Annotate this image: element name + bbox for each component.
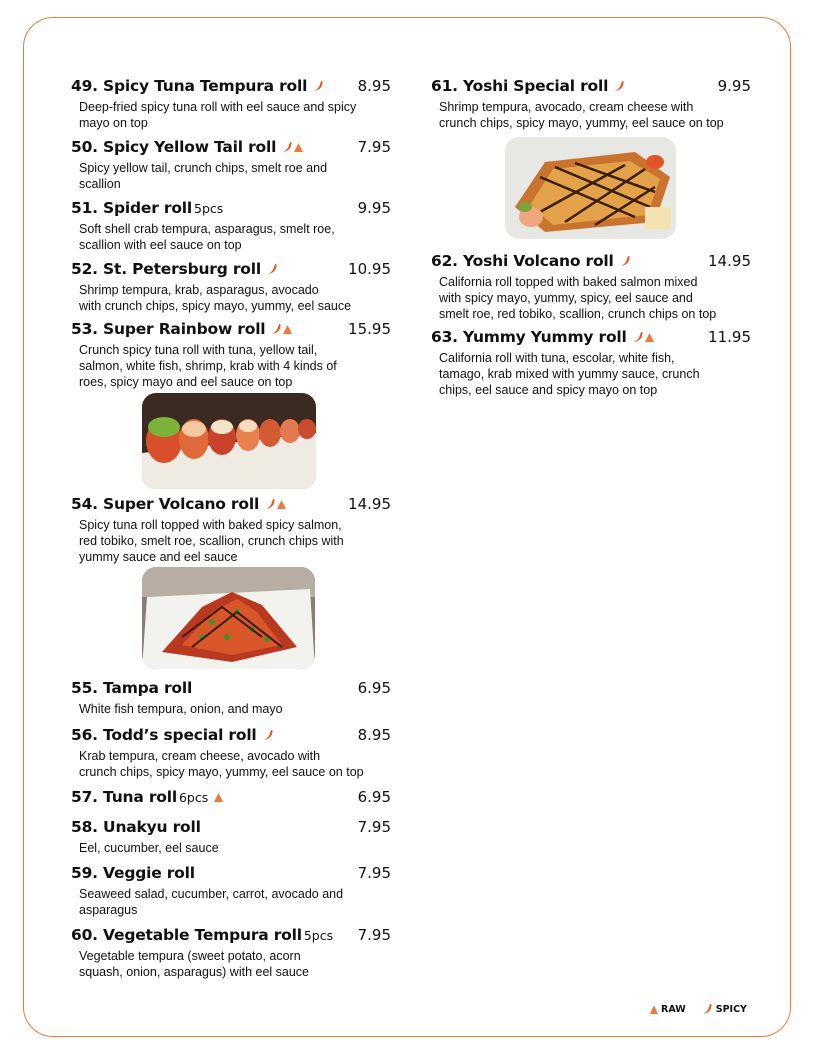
menu-item-description: Spicy tuna roll topped with baked spicy salmon, red tobiko, smelt roe, scallion, crunch chips with yummy sauce and eel sauce [79,518,344,564]
menu-item-name: 55. Tampa roll [71,679,193,697]
menu-item [431,252,751,322]
menu-item-price: 6.95 [357,788,391,806]
menu-item-tags [214,793,223,802]
menu-item-piece-count: 5pcs [303,928,334,943]
legend-raw-label: RAW [661,1004,686,1015]
menu-item-tags [282,142,303,153]
menu-item-tags [313,81,324,92]
menu-item-header [71,260,391,280]
chili-pepper-icon [702,1004,713,1015]
menu-item-name: 62. Yoshi Volcano roll [431,252,614,270]
menu-item-header [71,864,391,884]
menu-item-tags [620,256,631,267]
menu-item-name: 49. Spicy Tuna Tempura roll [71,77,308,95]
legend-raw [650,1004,686,1015]
menu-item-name: 56. Todd’s special roll [71,726,257,744]
menu-item-description: Shrimp tempura, krab, asparagus, avocado with crunch chips, spicy mayo, yummy, eel sauce [79,283,352,313]
menu-item-header [71,199,391,219]
menu-item-price: 14.95 [708,252,751,270]
menu-item-header [71,320,391,340]
menu-item-piece-count: 6pcs [178,790,209,805]
menu-item-tags [614,81,625,92]
chili-pepper-icon [614,81,625,92]
menu-item [431,328,751,398]
menu-item [71,926,391,980]
menu-item-header [71,726,391,746]
menu-item-description: Vegetable tempura (sweet potato, acorn squash, onion, asparagus) with eel sauce [79,949,310,979]
menu-item-price: 7.95 [357,138,391,156]
menu-item [71,320,391,390]
legend [650,1004,747,1015]
menu-item-name: 58. Unakyu roll [71,818,201,836]
menu-item-tags [265,499,286,510]
menu-item-description: California roll topped with baked salmon mixed with spicy mayo, yummy, spicy, eel sauce and smelt roe, red tobiko, scallion, crunch chips on top [439,275,717,321]
menu-item-header [71,926,391,946]
legend-spicy [702,1004,747,1015]
legend-spicy-label: SPICY [715,1004,747,1015]
menu-item-description: Eel, cucumber, eel sauce [79,841,219,855]
menu-item [71,788,391,808]
menu-item-name: 59. Veggie roll [71,864,195,882]
menu-item [71,864,391,918]
menu-item-tags [271,324,292,335]
raw-icon [277,500,286,509]
menu-item [71,138,391,192]
menu-item-name: 51. Spider roll [71,199,192,217]
menu-item-name: 63. Yummy Yummy roll [431,328,627,346]
menu-item-name: 60. Vegetable Tempura roll [71,926,302,944]
menu-item-name: 52. St. Petersburg roll [71,260,261,278]
menu-item-price: 8.95 [357,726,391,744]
menu-item-description: Krab tempura, cream cheese, avocado with crunch chips, spicy mayo, yummy, eel sauce on top [79,749,364,779]
menu-item-price: 10.95 [348,260,391,278]
menu-item-price: 15.95 [348,320,391,338]
menu-item [71,726,391,780]
menu-item-header [71,495,391,515]
chili-pepper-icon [263,730,274,741]
menu-item-price: 9.95 [357,199,391,217]
chili-pepper-icon [265,499,276,510]
menu-item [71,260,391,314]
menu-item-tags [633,332,654,343]
super-rainbow-roll-photo [142,393,316,489]
chili-pepper-icon [620,256,631,267]
menu-item [71,818,391,856]
menu-item [71,77,391,131]
raw-icon [645,333,654,342]
yoshi-special-roll-photo [505,137,676,239]
menu-item-tags [267,264,278,275]
menu-item-description: California roll with tuna, escolar, white fish, tamago, krab mixed with yummy sauce, crunch chips, eel sauce and spicy mayo on top [439,351,700,397]
menu-item-price: 7.95 [357,864,391,882]
chili-pepper-icon [282,142,293,153]
menu-item-description: Deep-fried spicy tuna roll with eel sauce and spicy mayo on top [79,100,357,130]
raw-icon [283,325,292,334]
menu-item [431,77,751,131]
chili-pepper-icon [313,81,324,92]
menu-item-header [71,788,391,808]
menu-item-description: Seaweed salad, cucumber, carrot, avocado and asparagus [79,887,344,917]
chili-pepper-icon [633,332,644,343]
menu-item-price: 9.95 [717,77,751,95]
menu-item-name: 57. Tuna roll [71,788,177,806]
menu-item-price: 6.95 [357,679,391,697]
menu-item-price: 7.95 [357,926,391,944]
menu-item-description: Spicy yellow tail, crunch chips, smelt roe and scallion [79,161,328,191]
menu-item-piece-count: 5pcs [194,201,224,216]
menu-item-price: 7.95 [357,818,391,836]
menu-item-price: 8.95 [357,77,391,95]
raw-icon [214,793,223,802]
menu-item-description: White fish tempura, onion, and mayo [79,702,283,716]
menu-item [71,679,391,717]
menu-item [71,495,391,565]
menu-item-header [71,138,391,158]
menu-item-description: Shrimp tempura, avocado, cream cheese with crunch chips, spicy mayo, yummy, eel sauce on top [439,100,724,130]
raw-icon [650,1005,658,1014]
menu-item-tags [263,730,274,741]
menu-item-name: 54. Super Volcano roll [71,495,260,513]
menu-item-price: 14.95 [348,495,391,513]
menu-item-header [431,328,751,348]
raw-icon [294,143,303,152]
super-volcano-roll-photo [142,567,315,669]
menu-item-header [431,77,751,97]
menu-item-name: 50. Spicy Yellow Tail roll [71,138,277,156]
menu-item-header [71,77,391,97]
menu-item-name: 53. Super Rainbow roll [71,320,266,338]
chili-pepper-icon [271,324,282,335]
menu-item-price: 11.95 [708,328,751,346]
menu-item [71,199,391,253]
menu-item-header [431,252,751,272]
menu-item-name: 61. Yoshi Special roll [431,77,609,95]
menu-item-description: Soft shell crab tempura, asparagus, smelt roe, scallion with eel sauce on top [79,222,335,252]
menu-item-header [71,818,391,838]
menu-item-header [71,679,391,699]
menu-item-description: Crunch spicy tuna roll with tuna, yellow tail, salmon, white fish, shrimp, krab with 4 kinds of roes, spicy mayo and eel sauce on top [79,343,337,389]
chili-pepper-icon [267,264,278,275]
